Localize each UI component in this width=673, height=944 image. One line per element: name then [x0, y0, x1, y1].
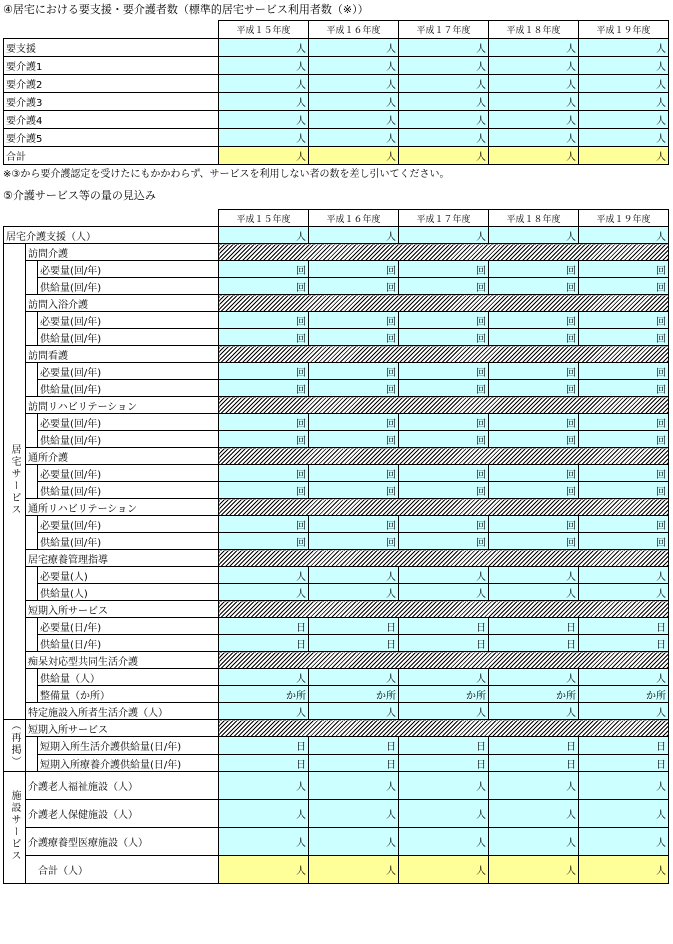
value-cell[interactable]: 回 — [219, 363, 309, 380]
indent-cell — [26, 261, 38, 295]
value-cell[interactable]: 人 — [579, 703, 669, 720]
value-cell[interactable]: 回 — [219, 261, 309, 278]
table-row — [4, 584, 669, 601]
table-row — [4, 482, 669, 499]
row-label: 合計 — [4, 147, 219, 165]
row-label: 供給量(人) — [38, 584, 219, 601]
table-row — [4, 75, 669, 93]
value-cell[interactable]: 回 — [309, 482, 399, 499]
year-header: 平成１９年度 — [579, 21, 669, 39]
value-cell[interactable]: 日 — [399, 737, 489, 755]
group-label: 通所リハビリテーション — [26, 499, 219, 516]
value-cell[interactable]: 人 — [219, 772, 309, 800]
care-recipients-table — [3, 20, 669, 165]
value-cell[interactable]: 人 — [579, 93, 669, 111]
value-cell[interactable]: 回 — [399, 329, 489, 346]
value-cell[interactable]: 回 — [489, 312, 579, 329]
value-cell[interactable]: か所 — [309, 686, 399, 703]
year-header: 平成１５年度 — [219, 210, 309, 227]
value-cell[interactable]: 日 — [489, 737, 579, 755]
table-row — [4, 414, 669, 431]
value-cell[interactable]: 人 — [309, 93, 399, 111]
year-header-row — [4, 210, 669, 227]
row-label: 供給量(回/年) — [38, 533, 219, 550]
value-cell[interactable]: 回 — [399, 533, 489, 550]
value-cell[interactable]: 人 — [219, 75, 309, 93]
hatched-cell — [219, 295, 669, 312]
value-cell[interactable]: 日 — [309, 635, 399, 652]
row-label: 要介護2 — [4, 75, 219, 93]
value-cell[interactable]: 人 — [489, 75, 579, 93]
table-row — [4, 703, 669, 720]
row-label: 短期入所療養介護供給量(日/年) — [38, 755, 219, 772]
table-row — [4, 278, 669, 295]
value-cell[interactable]: 人 — [579, 584, 669, 601]
value-cell[interactable]: 人 — [579, 111, 669, 129]
value-cell[interactable]: 回 — [489, 516, 579, 533]
service-volume-table — [3, 209, 669, 884]
group-row — [4, 448, 669, 465]
value-cell[interactable]: 回 — [579, 465, 669, 482]
value-cell[interactable]: 人 — [579, 828, 669, 856]
table-row — [4, 737, 669, 755]
group-label: 通所介護 — [26, 448, 219, 465]
value-cell[interactable]: 人 — [309, 111, 399, 129]
value-cell[interactable]: 人 — [219, 584, 309, 601]
value-cell[interactable]: 人 — [579, 772, 669, 800]
row-label: 必要量(回/年) — [38, 261, 219, 278]
indent-cell — [26, 737, 38, 772]
row-label: 要介護4 — [4, 111, 219, 129]
value-cell[interactable]: 日 — [219, 755, 309, 772]
row-label: 介護療養型医療施設（人） — [26, 828, 219, 856]
indent-cell — [26, 567, 38, 601]
value-cell[interactable]: 人 — [489, 772, 579, 800]
value-cell[interactable]: 回 — [399, 516, 489, 533]
value-cell[interactable]: 回 — [579, 312, 669, 329]
table-row — [4, 635, 669, 652]
group-label: 訪問介護 — [26, 244, 219, 261]
row-label: 特定施設入所者生活介護（人） — [26, 703, 219, 720]
hatched-cell — [219, 652, 669, 669]
value-cell[interactable]: 人 — [489, 584, 579, 601]
year-header: 平成１７年度 — [399, 21, 489, 39]
table-row — [4, 329, 669, 346]
value-cell[interactable]: 日 — [579, 737, 669, 755]
value-cell[interactable]: 回 — [489, 431, 579, 448]
value-cell[interactable]: 回 — [309, 516, 399, 533]
table-row — [4, 363, 669, 380]
total-cell[interactable]: 人 — [309, 856, 399, 884]
value-cell[interactable]: 人 — [309, 75, 399, 93]
value-cell[interactable]: 日 — [309, 737, 399, 755]
value-cell[interactable]: 人 — [309, 227, 399, 244]
value-cell[interactable]: 回 — [579, 516, 669, 533]
value-cell[interactable]: 人 — [219, 800, 309, 828]
section4-title: ④居宅における要支援・要介護者数（標準的居宅サービス利用者数（※）） — [3, 3, 369, 16]
hatched-cell — [219, 601, 669, 618]
value-cell[interactable]: 回 — [219, 516, 309, 533]
table-row — [4, 533, 669, 550]
row-label: 短期入所生活介護供給量(日/年) — [38, 737, 219, 755]
value-cell[interactable]: 人 — [219, 703, 309, 720]
group-label: 訪問入浴介護 — [26, 295, 219, 312]
value-cell[interactable]: 人 — [219, 567, 309, 584]
total-cell[interactable]: 人 — [309, 147, 399, 165]
value-cell[interactable]: 回 — [219, 380, 309, 397]
table-row — [4, 828, 669, 856]
value-cell[interactable]: 回 — [309, 431, 399, 448]
row-label: 必要量(回/年) — [38, 516, 219, 533]
value-cell[interactable]: 回 — [489, 482, 579, 499]
value-cell[interactable]: 人 — [489, 227, 579, 244]
value-cell[interactable]: 回 — [309, 261, 399, 278]
value-cell[interactable]: 人 — [399, 567, 489, 584]
value-cell[interactable]: か所 — [399, 686, 489, 703]
value-cell[interactable]: 回 — [579, 278, 669, 295]
group-row — [4, 601, 669, 618]
total-cell[interactable]: 人 — [489, 147, 579, 165]
value-cell[interactable]: 回 — [309, 278, 399, 295]
value-cell[interactable]: 人 — [489, 93, 579, 111]
value-cell[interactable]: 日 — [309, 755, 399, 772]
table-row — [4, 669, 669, 686]
value-cell[interactable]: 日 — [219, 737, 309, 755]
total-cell[interactable]: 人 — [219, 147, 309, 165]
value-cell[interactable]: 人 — [399, 75, 489, 93]
total-cell[interactable]: 人 — [399, 147, 489, 165]
table-row — [4, 567, 669, 584]
row-label: 要介護5 — [4, 129, 219, 147]
table-row — [4, 431, 669, 448]
value-cell[interactable]: 回 — [309, 329, 399, 346]
value-cell[interactable]: か所 — [489, 686, 579, 703]
indent-cell — [26, 363, 38, 397]
value-cell[interactable]: 人 — [309, 669, 399, 686]
hatched-cell — [219, 346, 669, 363]
group-row — [4, 499, 669, 516]
value-cell[interactable]: 人 — [489, 800, 579, 828]
table-row — [4, 227, 669, 244]
saikei-label — [4, 720, 26, 772]
total-cell[interactable]: 人 — [219, 856, 309, 884]
value-cell[interactable]: 人 — [309, 57, 399, 75]
value-cell[interactable]: 回 — [579, 414, 669, 431]
value-cell[interactable]: 人 — [309, 703, 399, 720]
group-row — [4, 397, 669, 414]
row-label: 供給量(日/年) — [38, 635, 219, 652]
value-cell[interactable]: 人 — [309, 800, 399, 828]
value-cell[interactable]: 回 — [399, 278, 489, 295]
value-cell[interactable]: 回 — [399, 261, 489, 278]
value-cell[interactable]: 人 — [399, 584, 489, 601]
value-cell[interactable]: 日 — [489, 755, 579, 772]
value-cell[interactable]: 回 — [489, 465, 579, 482]
group-label: 短期入所サービス — [26, 601, 219, 618]
value-cell[interactable]: 回 — [309, 465, 399, 482]
value-cell[interactable]: 人 — [219, 828, 309, 856]
value-cell[interactable]: 人 — [309, 39, 399, 57]
group-label: 短期入所サービス — [26, 720, 219, 737]
section5-title: ⑤介護サービス等の量の見込み — [3, 189, 156, 202]
hatched-cell — [219, 499, 669, 516]
value-cell[interactable]: 人 — [579, 75, 669, 93]
row-label: 必要量(回/年) — [38, 363, 219, 380]
table-row — [4, 465, 669, 482]
row-label: 供給量(回/年) — [38, 278, 219, 295]
value-cell[interactable]: 人 — [399, 800, 489, 828]
value-cell[interactable]: 回 — [489, 533, 579, 550]
value-cell[interactable]: 回 — [219, 465, 309, 482]
value-cell[interactable]: 日 — [219, 635, 309, 652]
row-label: 必要量(回/年) — [38, 414, 219, 431]
row-label: 供給量（人） — [38, 669, 219, 686]
table-row — [4, 772, 669, 800]
value-cell[interactable]: 人 — [579, 800, 669, 828]
vertical-label: 施設サービス — [9, 790, 20, 862]
hatched-cell — [219, 720, 669, 737]
value-cell[interactable]: 人 — [309, 584, 399, 601]
value-cell[interactable]: 人 — [489, 57, 579, 75]
value-cell[interactable]: 日 — [579, 635, 669, 652]
table-row — [4, 111, 669, 129]
indent-cell — [26, 465, 38, 499]
group-row — [4, 550, 669, 567]
value-cell[interactable]: 人 — [399, 57, 489, 75]
total-cell[interactable]: 人 — [579, 147, 669, 165]
value-cell[interactable]: 回 — [219, 329, 309, 346]
value-cell[interactable]: 日 — [309, 618, 399, 635]
value-cell[interactable]: 回 — [309, 312, 399, 329]
value-cell[interactable]: 人 — [399, 93, 489, 111]
value-cell[interactable]: 人 — [579, 39, 669, 57]
value-cell[interactable]: 回 — [489, 278, 579, 295]
value-cell[interactable]: 回 — [309, 363, 399, 380]
value-cell[interactable]: 日 — [399, 755, 489, 772]
row-label: 必要量(人) — [38, 567, 219, 584]
indent-cell — [26, 618, 38, 652]
blank-cell — [4, 210, 219, 227]
row-label: 必要量(回/年) — [38, 312, 219, 329]
value-cell[interactable]: 人 — [399, 227, 489, 244]
value-cell[interactable]: 回 — [579, 329, 669, 346]
row-label: 供給量(回/年) — [38, 431, 219, 448]
value-cell[interactable]: 人 — [489, 828, 579, 856]
value-cell[interactable]: 回 — [309, 533, 399, 550]
table-row — [4, 800, 669, 828]
value-cell[interactable]: 回 — [219, 278, 309, 295]
year-header: 平成１５年度 — [219, 21, 309, 39]
value-cell[interactable]: 人 — [219, 111, 309, 129]
year-header: 平成１９年度 — [579, 210, 669, 227]
value-cell[interactable]: 人 — [579, 567, 669, 584]
value-cell[interactable]: 人 — [579, 227, 669, 244]
group-row — [4, 346, 669, 363]
total-cell[interactable]: 人 — [579, 856, 669, 884]
section4-note: ※③から要介護認定を受けたにもかかわらず、サービスを利用しない者の数を差し引いてください。 — [3, 169, 450, 180]
kyotaku-service-label — [4, 244, 26, 720]
value-cell[interactable]: 人 — [219, 227, 309, 244]
value-cell[interactable]: 人 — [489, 567, 579, 584]
value-cell[interactable]: 人 — [579, 669, 669, 686]
table-row — [4, 755, 669, 772]
value-cell[interactable]: 回 — [399, 465, 489, 482]
group-label: 痴呆対応型共同生活介護 — [26, 652, 219, 669]
vertical-label: 居宅サービス — [9, 444, 20, 516]
value-cell[interactable]: 回 — [489, 329, 579, 346]
group-label: 居宅療養管理指導 — [26, 550, 219, 567]
year-header-row — [4, 21, 669, 39]
value-cell[interactable]: 人 — [399, 669, 489, 686]
value-cell[interactable]: 人 — [399, 39, 489, 57]
year-header: 平成１８年度 — [489, 21, 579, 39]
value-cell[interactable]: 回 — [579, 533, 669, 550]
row-label: 合計（人） — [26, 856, 219, 884]
blank-cell — [4, 21, 219, 39]
value-cell[interactable]: 回 — [489, 363, 579, 380]
value-cell[interactable]: 人 — [489, 39, 579, 57]
value-cell[interactable]: 回 — [219, 482, 309, 499]
value-cell[interactable]: 人 — [579, 57, 669, 75]
total-row — [4, 147, 669, 165]
table-row — [4, 686, 669, 703]
value-cell[interactable]: 回 — [579, 363, 669, 380]
value-cell[interactable]: 人 — [309, 772, 399, 800]
row-label: 要支援 — [4, 39, 219, 57]
value-cell[interactable]: 人 — [579, 129, 669, 147]
table-row — [4, 57, 669, 75]
value-cell[interactable]: 人 — [399, 129, 489, 147]
year-header: 平成１７年度 — [399, 210, 489, 227]
value-cell[interactable]: 人 — [219, 57, 309, 75]
group-label: 訪問看護 — [26, 346, 219, 363]
table-row — [4, 93, 669, 111]
hatched-cell — [219, 448, 669, 465]
row-label: 要介護3 — [4, 93, 219, 111]
value-cell[interactable]: 人 — [309, 567, 399, 584]
value-cell[interactable]: か所 — [219, 686, 309, 703]
value-cell[interactable]: 人 — [399, 772, 489, 800]
year-header: 平成１６年度 — [309, 21, 399, 39]
value-cell[interactable]: 回 — [399, 431, 489, 448]
group-row — [4, 244, 669, 261]
value-cell[interactable]: 人 — [399, 828, 489, 856]
total-cell[interactable]: 人 — [399, 856, 489, 884]
row-label: 供給量(回/年) — [38, 482, 219, 499]
value-cell[interactable]: 回 — [579, 261, 669, 278]
value-cell[interactable]: 回 — [399, 482, 489, 499]
value-cell[interactable]: 回 — [219, 431, 309, 448]
total-cell[interactable]: 人 — [489, 856, 579, 884]
value-cell[interactable]: 人 — [399, 703, 489, 720]
row-label: 要介護1 — [4, 57, 219, 75]
value-cell[interactable]: 人 — [309, 828, 399, 856]
group-row — [4, 295, 669, 312]
table-row — [4, 312, 669, 329]
value-cell[interactable]: 人 — [219, 669, 309, 686]
value-cell[interactable]: 人 — [399, 111, 489, 129]
table-row — [4, 39, 669, 57]
group-row — [4, 652, 669, 669]
row-label: 必要量(日/年) — [38, 618, 219, 635]
row-label: 介護老人保健施設（人） — [26, 800, 219, 828]
group-row — [4, 720, 669, 737]
value-cell[interactable]: 回 — [579, 482, 669, 499]
indent-cell — [26, 516, 38, 550]
row-label: 供給量(回/年) — [38, 380, 219, 397]
hatched-cell — [219, 550, 669, 567]
hatched-cell — [219, 397, 669, 414]
value-cell[interactable]: 日 — [489, 635, 579, 652]
value-cell[interactable]: 回 — [219, 312, 309, 329]
value-cell[interactable]: 人 — [219, 129, 309, 147]
table-row — [4, 380, 669, 397]
table-row — [4, 261, 669, 278]
row-label: 必要量(回/年) — [38, 465, 219, 482]
value-cell[interactable]: 回 — [219, 533, 309, 550]
hatched-cell — [219, 244, 669, 261]
row-label: 供給量(回/年) — [38, 329, 219, 346]
value-cell[interactable]: 回 — [309, 380, 399, 397]
value-cell[interactable]: 回 — [399, 414, 489, 431]
indent-cell — [26, 414, 38, 448]
value-cell[interactable]: 回 — [399, 380, 489, 397]
table-row — [4, 618, 669, 635]
value-cell[interactable]: 人 — [489, 703, 579, 720]
shisetsu-service-label — [4, 772, 26, 884]
indent-cell — [26, 312, 38, 346]
value-cell[interactable]: 回 — [489, 380, 579, 397]
value-cell[interactable]: 回 — [489, 261, 579, 278]
value-cell[interactable]: 人 — [489, 669, 579, 686]
value-cell[interactable]: 回 — [579, 431, 669, 448]
year-header: 平成１８年度 — [489, 210, 579, 227]
indent-cell — [26, 669, 38, 703]
value-cell[interactable]: 回 — [399, 363, 489, 380]
value-cell[interactable]: 日 — [579, 755, 669, 772]
value-cell[interactable]: 回 — [219, 414, 309, 431]
value-cell[interactable]: か所 — [579, 686, 669, 703]
value-cell[interactable]: 回 — [309, 414, 399, 431]
row-label: 整備量（か所） — [38, 686, 219, 703]
value-cell[interactable]: 日 — [489, 618, 579, 635]
value-cell[interactable]: 人 — [219, 93, 309, 111]
value-cell[interactable]: 回 — [399, 312, 489, 329]
value-cell[interactable]: 人 — [489, 129, 579, 147]
value-cell[interactable]: 日 — [579, 618, 669, 635]
value-cell[interactable]: 人 — [309, 129, 399, 147]
value-cell[interactable]: 人 — [489, 111, 579, 129]
total-row — [4, 856, 669, 884]
row-label: 居宅介護支援（人） — [4, 227, 219, 244]
value-cell[interactable]: 回 — [579, 380, 669, 397]
value-cell[interactable]: 回 — [489, 414, 579, 431]
vertical-label: （再掲） — [9, 720, 20, 768]
value-cell[interactable]: 日 — [399, 635, 489, 652]
value-cell[interactable]: 日 — [219, 618, 309, 635]
value-cell[interactable]: 日 — [399, 618, 489, 635]
value-cell[interactable]: 人 — [219, 39, 309, 57]
year-header: 平成１６年度 — [309, 210, 399, 227]
group-label: 訪問リハビリテーション — [26, 397, 219, 414]
table-row — [4, 129, 669, 147]
row-label: 介護老人福祉施設（人） — [26, 772, 219, 800]
table-row — [4, 516, 669, 533]
